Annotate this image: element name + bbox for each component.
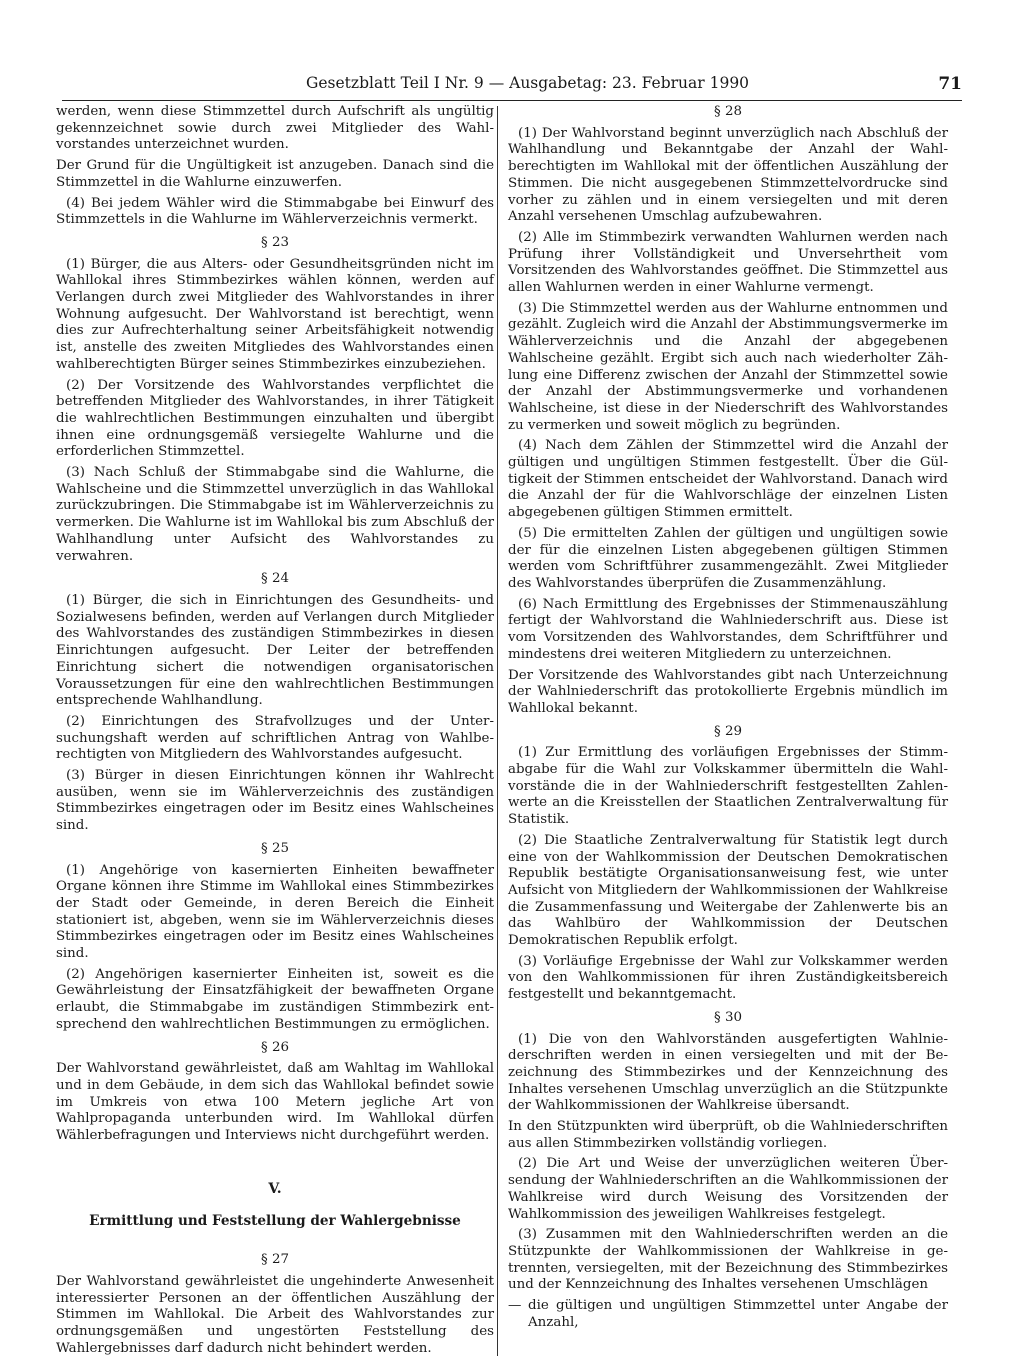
section-heading: § 23	[261, 234, 289, 250]
section-heading: § 24	[261, 571, 289, 587]
paragraph: Der Vorsitzende des Wahlvorstandes gibt nach Unterzeichnung der Wahlniederschrift das protokollierte Ergebnis mündlich im Wahllokal bekannt.	[508, 667, 948, 716]
paragraph: (5) Die ermittelten Zahlen der gültigen und ungültigen sowie der für die einzelnen Listen abgegebenen gültigen Stimmen werden vom Schriftführer zusammengezählt. Zwei Mitglieder des Wahlvorstandes überprüfen die Zusammenzählung.	[508, 525, 948, 591]
left-column	[56, 104, 494, 1361]
chapter-title: Ermittlung und Feststellung der Wahlergebnisse	[89, 1213, 461, 1230]
paragraph: (1) Angehörige von kasernierten Einheiten bewaffneter Organe können ihre Stimme im Wahllokal eines Stimmbezirkes der Stadt oder Gemeinde, in deren Bereich die Einheit stationiert ist, abgeben, wenn sie im Wählerverzeichnis dieses Stimmbezirkes eingetragen oder im Besitz eines Wahlscheines sind.	[56, 862, 494, 962]
right-column	[508, 104, 948, 1336]
paragraph: (3) Zusammen mit den Wahlniederschriften werden an die Stützpunkte der Wahlkommissionen der Wahlkreise in getrennten, versiegelten, mit der Bezeichnung des Stimmbezirkes und der Kennzeichnung des Inhaltes versehenen Umschlägen	[508, 1227, 948, 1293]
paragraph: (2) Der Vorsitzende des Wahlvorstandes verpflichtet die betreffenden Mitglieder des Wahlvorstandes, in ihrer Tätigkeit die wahlrechtlichen Bestimmungen einzuhalten und übergibt ihnen eine ordnungsgemäß versiegelte Wahlurne und die erforderlichen Stimmzettel.	[56, 377, 494, 460]
paragraph: Der Wahlvorstand gewährleistet die ungehinderte Anwesenheit interessierter Personen an der öffentlichen Auszählung der Stimmen im Wahllokal. Die Arbeit des Wahlvorstandes zur ordnungsgemäßen und ungestörten Feststellung des Wahlergebnisses darf dadurch nicht behindert werden.	[56, 1273, 494, 1356]
column-divider	[497, 106, 498, 1356]
dash-mark: —	[508, 1298, 522, 1314]
section-heading: § 29	[714, 723, 742, 739]
paragraph: werden, wenn diese Stimmzettel durch Aufschrift als ungültig gekennzeichnet sowie durch zwei Mitglieder des Wahlvorstandes unterzeichnet wurden.	[56, 104, 494, 153]
paragraph: (2) Die Staatliche Zentralverwaltung für Statistik legt durch eine von der Wahlkommission der Deutschen Demokratischen Republik bestätigte Organisationsanweisung fest, wie unter Aufsicht von Mitgliedern der Wahlkommissionen der Wahlkreise die Zusammenfassung und Weitergabe der Zahlenwerte bis an das Wahlbüro der Wahlkommission der Deutschen Demokratischen Republik erfolgt.	[508, 832, 948, 949]
paragraph: (1) Bürger, die sich in Einrichtungen des Gesundheits- und Sozialwesens befinden, werden auf Verlangen durch Mitglieder des Wahlvorstandes des zuständigen Stimmbezirkes in diesen Einrichtungen aufgesucht. Der Leiter der betreffenden Einrichtung sichert die notwendigen organisatorischen Voraussetzungen für eine den wahlrechtlichen Bestimmungen entsprechende Wahlhandlung.	[56, 592, 494, 709]
paragraph: (3) Die Stimmzettel werden aus der Wahlurne entnommen und gezählt. Zugleich wird die Anzahl der Abstimmungsvermerke im Wählerverzeichnis und die Anzahl der abgegebenen Wahlscheine gezählt. Ergibt sich auch nach wiederholter Zählung eine Differenz zwischen der Anzahl der Stimmzettel sowie der Anzahl der Abstimmungsvermerke und vorhandenen Wahlscheine, ist diese in der Niederschrift des Wahlvorstandes zu vermerken und soweit möglich zu begründen.	[508, 300, 948, 433]
section-heading: § 27	[261, 1252, 289, 1268]
paragraph: In den Stützpunkten wird überprüft, ob die Wahlniederschriften aus allen Stimmbezirken vollständig vorliegen.	[508, 1119, 948, 1151]
paragraph: (1) Der Wahlvorstand beginnt unverzüglich nach Abschluß der Wahlhandlung und Bekanntgabe der Anzahl der Wahlberechtigten im Wahllokal mit der öffentlichen Auszählung der Stimmen. Die nicht ausgegebenen Stimmzettelvordrucke sind vorher zu zählen und in einem versiegelten und mit deren Anzahl versehenen Umschlag aufzubewahren.	[508, 125, 948, 225]
paragraph: Der Wahlvorstand gewährleistet, daß am Wahltag im Wahllokal und in dem Gebäude, in dem sich das Wahllokal befindet sowie im Umkreis von etwa 100 Metern jegliche Art von Wahlpropaganda unterbunden wird. Im Wahllokal dürfen Wählerbefragungen und Interviews nicht durchgeführt werden.	[56, 1061, 494, 1144]
paragraph: (4) Nach dem Zählen der Stimmzettel wird die Anzahl der gültigen und ungültigen Stimmen festgestellt. Über die Gültigkeit der Stimmen entscheidet der Wahlvorstand. Danach wird die Anzahl der für die Wahlvorschläge der einzelnen Listen abgegebenen gültigen Stimmen ermittelt.	[508, 438, 948, 521]
paragraph: (3) Vorläufige Ergebnisse der Wahl zur Volkskammer werden von den Wahlkommissionen für ihren Zuständigkeitsbereich festgestellt und bekanntgemacht.	[508, 953, 948, 1003]
chapter-number: V.	[268, 1180, 282, 1197]
paragraph: (2) Einrichtungen des Strafvollzuges und der Untersuchungshaft werden auf schriftlichen Antrag von Wahlberechtigten von Mitgliedern des Wahlvorstandes aufgesucht.	[56, 713, 494, 763]
paragraph: (2) Angehörigen kasernierter Einheiten ist, soweit es die Gewährleistung der Einsatzfähigkeit der bewaffneten Organe erlaubt, die Stimmabgabe im zuständigen Stimmbezirk entsprechend den wahlrechtlichen Bestimmungen zu ermöglichen.	[56, 966, 494, 1032]
page-number: 71	[938, 74, 962, 94]
paragraph: (1) Zur Ermittlung des vorläufigen Ergebnisses der Stimmabgabe für die Wahl zur Volkskammer übermitteln die Wahlvorstände die in der Wahlniederschrift festgestellten Zahlenwerte an die Kreisstellen der Staatlichen Zentralverwaltung für Statistik.	[508, 745, 948, 828]
dash-list-item	[508, 1298, 948, 1331]
paragraph: (6) Nach Ermittlung des Ergebnisses der Stimmenauszählung fertigt der Wahlvorstand die Wahlniederschrift aus. Diese ist vom Vorsitzenden des Wahlvorstandes, dem Schriftführer und mindestens drei weiteren Mitgliedern zu unterzeichnen.	[508, 596, 948, 662]
section-heading: § 25	[261, 840, 289, 856]
section-heading: § 28	[714, 104, 742, 119]
header-rule	[62, 100, 962, 101]
paragraph: (1) Bürger, die aus Alters- oder Gesundheitsgründen nicht im Wahllokal ihres Stimmbezirkes wählen können, werden auf Verlangen durch zwei Mitglieder des Wahlvorstandes in ihrer Wohnung aufgesucht. Der Wahlvorstand ist berechtigt, wenn dies zur Aufrechterhaltung seiner Arbeitsfähigkeit notwendig ist, anstelle des zweiten Mitgliedes des Wahlvorstandes einen wahlberechtigten Bürger seines Stimmbezirkes einzubeziehen.	[56, 256, 494, 372]
section-heading: § 30	[714, 1009, 742, 1025]
paragraph: Der Grund für die Ungültigkeit ist anzugeben. Danach sind die Stimmzettel in die Wahlurne einzuwerfen.	[56, 158, 494, 190]
paragraph: (3) Bürger in diesen Einrichtungen können ihr Wahlrecht ausüben, wenn sie im Wählerverzeichnis des zuständigen Stimmbezirkes eingetragen oder im Besitz eines Wahlscheines sind.	[56, 768, 494, 834]
paragraph: (4) Bei jedem Wähler wird die Stimmabgabe bei Einwurf des Stimmzettels in die Wahlurne im Wählerverzeichnis vermerkt.	[56, 195, 494, 228]
paragraph: (3) Nach Schluß der Stimmabgabe sind die Wahlurne, die Wahlscheine und die Stimmzettel unverzüglich in das Wahllokal zurückzubringen. Die Stimmabgabe ist im Wählerverzeichnis zu vermerken. Die Wahlurne ist im Wahllokal bis zum Abschluß der Wahlhandlung unter Aufsicht des Wahlvorstandes zu verwahren.	[56, 465, 494, 564]
header-title: Gesetzblatt Teil I Nr. 9 — Ausgabetag: 23. Februar 1990	[306, 74, 750, 92]
paragraph: (1) Die von den Wahlvorständen ausgefertigten Wahlniederschriften werden in einen versiegelten und mit der Bezeichnung des Stimmbezirkes und der Kennzeichnung des Inhaltes versehenen Umschlag unverzüglich an die Stützpunkte der Wahlkommissionen der Wahlkreise übersandt.	[508, 1031, 948, 1114]
list-item-text: die gültigen und ungültigen Stimmzettel unter Angabe der Anzahl,	[528, 1298, 948, 1330]
paragraph: (2) Die Art und Weise der unverzüglichen weiteren Übersendung der Wahlniederschriften an die Wahlkommissionen der Wahlkreise wird durch Weisung des Vorsitzenden der Wahlkommission des jeweiligen Wahlkreises festgelegt.	[508, 1156, 948, 1222]
section-heading: § 26	[261, 1039, 289, 1055]
paragraph: (2) Alle im Stimmbezirk verwandten Wahlurnen werden nach Prüfung ihrer Vollständigkeit und Unversehrtheit vom Vorsitzenden des Wahlvorstandes geöffnet. Die Stimmzettel aus allen Wahlurnen werden in einer Wahlurne vermengt.	[508, 229, 948, 296]
